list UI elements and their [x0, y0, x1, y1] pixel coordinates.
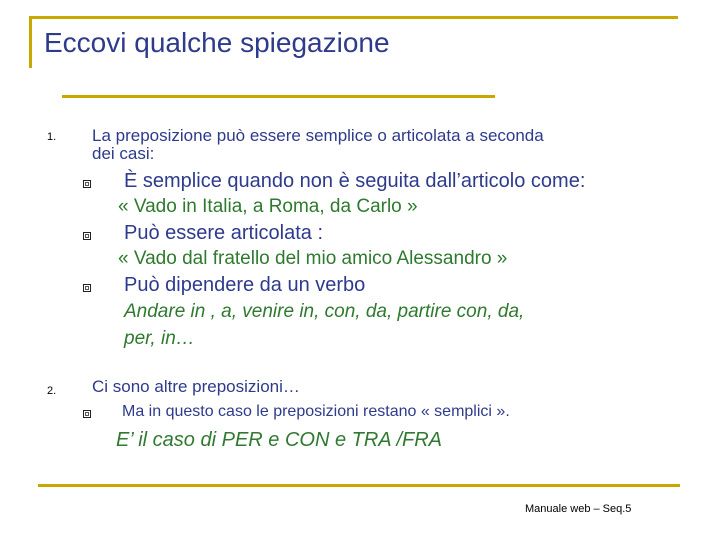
item-2-note: E’ il caso di PER e CON e TRA /FRA [116, 429, 443, 451]
slide-title: Eccovi qualche spiegazione [44, 27, 390, 58]
item-1-text-line1: La preposizione può essere semplice o articolata a seconda [92, 126, 544, 145]
footer-caption: Manuale web – Seq.5 [525, 503, 632, 515]
subitem-4-main: Ma in questo caso le preposizioni restano « semplici ». [122, 403, 510, 420]
item-1-text-line2: dei casi: [92, 144, 155, 163]
checkbox-bullet-icon [83, 284, 91, 292]
subitem-1-main: È semplice quando non è seguita dall’articolo come: [124, 170, 586, 192]
footer-rule [38, 484, 680, 487]
list-number-1: 1. [47, 131, 57, 143]
checkbox-bullet-icon [83, 232, 91, 240]
subitem-3-main: Può dipendere da un verbo [124, 274, 366, 296]
slide-frame-top [29, 16, 678, 19]
subitem-2-example: « Vado dal fratello del mio amico Alessandro » [118, 248, 508, 269]
list-number-2: 2. [47, 385, 57, 397]
checkbox-bullet-icon [83, 410, 91, 418]
slide-frame-left [29, 16, 32, 68]
subitem-3-example-line2: per, in… [124, 328, 195, 349]
checkbox-bullet-icon [83, 180, 91, 188]
subitem-1-example: « Vado in Italia, a Roma, da Carlo » [118, 196, 418, 217]
title-underline [62, 95, 495, 98]
subitem-3-example-line1: Andare in , a, venire in, con, da, partire con, da, [124, 301, 525, 322]
item-2-text-line1: Ci sono altre preposizioni… [92, 377, 300, 396]
subitem-2-main: Può essere articolata : [124, 222, 323, 244]
